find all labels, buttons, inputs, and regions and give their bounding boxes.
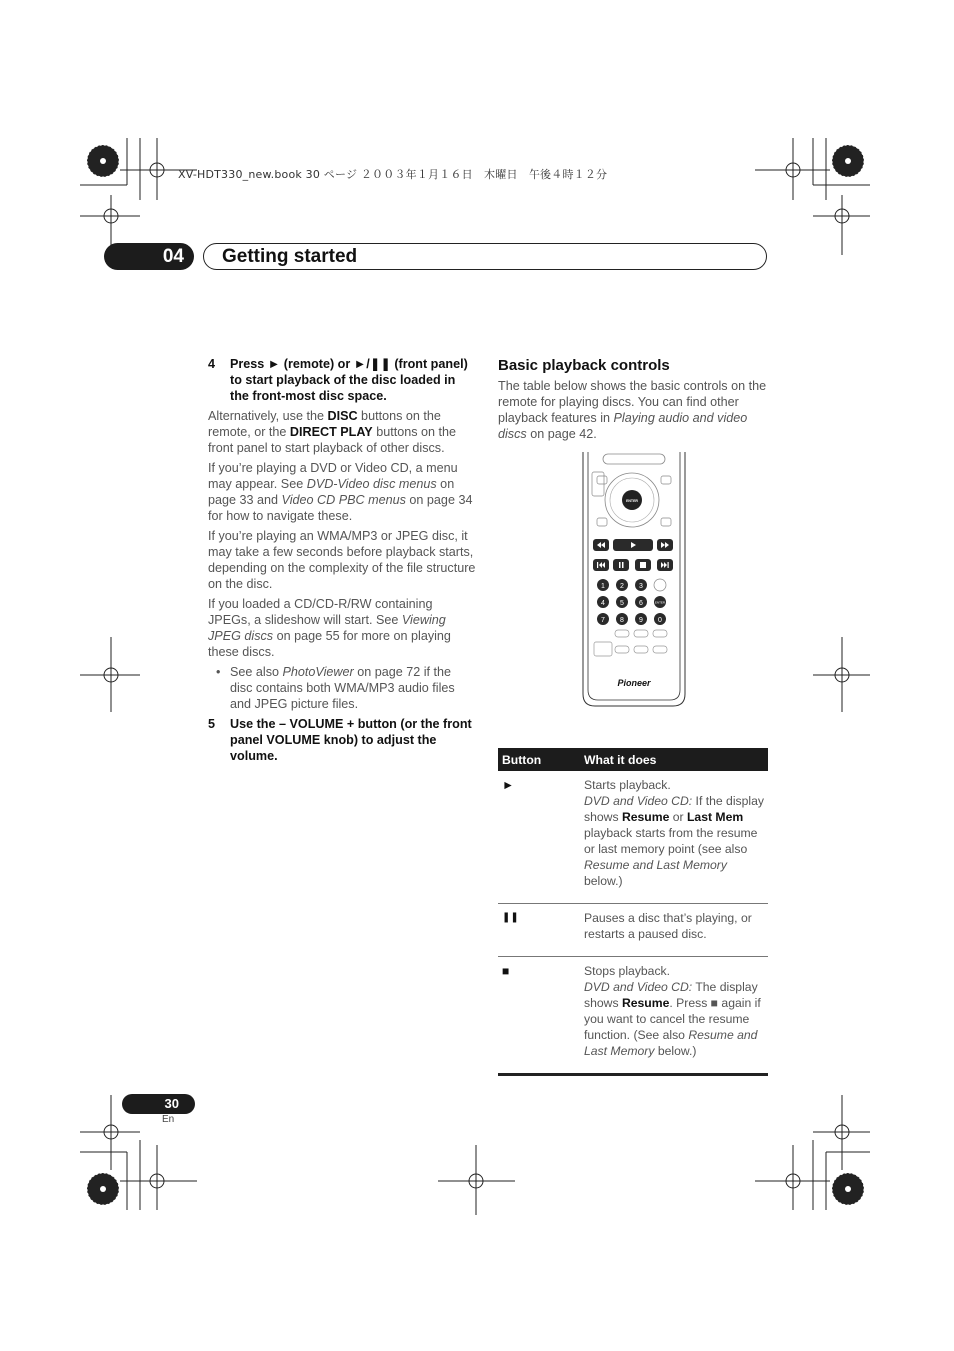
text-run: below.) — [654, 1044, 697, 1058]
table-row — [498, 957, 768, 1075]
cross-reference: PhotoViewer — [282, 665, 354, 679]
key-0: 0 — [658, 617, 662, 624]
text-run: The display shows — [584, 980, 758, 1010]
key-4: 4 — [601, 600, 605, 607]
key-1: 1 — [601, 583, 605, 590]
text-run: See also — [230, 665, 283, 679]
key-5: 5 — [620, 600, 624, 607]
text-run: or — [669, 810, 687, 824]
bullet-item — [208, 664, 476, 712]
enter-small-label: ENTER — [654, 600, 666, 605]
cross-reference: Video CD PBC menus — [281, 493, 406, 507]
chapter-title: Getting started — [222, 246, 358, 267]
step-number: 5 — [208, 717, 216, 731]
key-7: 7 — [601, 617, 605, 624]
paragraph — [208, 460, 476, 524]
text-run: Starts playback. — [584, 778, 671, 792]
section-heading: Basic playback controls — [498, 357, 670, 374]
step-4 — [208, 356, 476, 404]
text-run: on page 34 for how to navigate these. — [208, 493, 473, 523]
text-run: playback starts from the resume or last memory point (see also — [584, 826, 758, 856]
text-run: buttons on the front panel to start playback of other discs. — [208, 425, 457, 455]
cross-reference: Viewing JPEG discs — [208, 613, 446, 643]
print-info-line: XV-HDT330_new.book 30 ページ ２００３年１月１６日 木曜日 午後４時１２分 — [178, 168, 608, 181]
display-text: Last Mem — [686, 810, 744, 824]
paragraph — [208, 596, 476, 660]
row-description: Pauses a disc that’s playing, or restarts a paused disc. — [580, 904, 768, 957]
text-run: on page 33 and — [208, 477, 455, 507]
remote-control-illustration — [581, 450, 687, 708]
text-run: on page 55 for more on playing these discs. — [208, 629, 451, 659]
text-run: Alternatively, use the — [208, 409, 328, 423]
text-run: below.) — [584, 874, 623, 888]
step-number: 4 — [208, 357, 216, 371]
text-run: buttons on the remote, or the — [208, 409, 441, 439]
text-run: If the display shows — [584, 794, 764, 824]
display-text: Resume — [621, 810, 670, 824]
text-run: If you loaded a CD/CD-R/RW containing JPEGs, a slideshow will start. See — [208, 597, 433, 627]
step-text: Press ► (remote) or ►/❚❚ (front panel) to start playback of the disc loaded in the front-most disc space. — [230, 357, 468, 403]
key-8: 8 — [620, 617, 624, 624]
enter-label: ENTER — [626, 499, 638, 503]
button-name-direct-play: DIRECT PLAY — [289, 425, 373, 439]
cross-reference: Resume and Last Memory — [584, 1028, 758, 1058]
cross-reference: DVD-Video disc menus — [306, 477, 437, 491]
text-run: on page 72 if the disc contains both WMA/MP3 audio files and JPEG picture files. — [230, 665, 455, 711]
page-language: En — [162, 1114, 175, 1125]
table-row — [498, 771, 768, 904]
display-text: Resume — [621, 996, 670, 1010]
row-description — [580, 771, 768, 904]
section-intro — [498, 378, 768, 442]
column-header-what-it-does: What it does — [580, 748, 768, 771]
key-9: 9 — [639, 617, 643, 624]
left-column — [208, 356, 476, 768]
cross-reference: Playing audio and video discs — [498, 411, 748, 441]
pause-symbol: ❚❚ — [498, 904, 580, 957]
cross-reference: Resume and Last Memory — [584, 858, 727, 872]
text-run: DVD and Video CD: — [584, 794, 693, 808]
column-header-button: Button — [498, 748, 580, 771]
play-symbol: ► — [498, 771, 580, 904]
text-run: DVD and Video CD: — [584, 980, 693, 994]
key-6: 6 — [639, 600, 643, 607]
basic-controls-table — [498, 748, 768, 1076]
bullet-dot: • — [216, 665, 221, 679]
key-2: 2 — [620, 583, 624, 590]
row-description — [580, 957, 768, 1075]
text-run: The table below shows the basic controls on the remote for playing discs. You can find other playback features in — [498, 379, 767, 425]
key-3: 3 — [639, 583, 643, 590]
text-run: If you’re playing a DVD or Video CD, a menu may appear. See — [208, 461, 458, 491]
text-run: on page 42. — [526, 427, 597, 441]
step-text: Use the – VOLUME + button (or the front panel VOLUME knob) to adjust the volume. — [230, 717, 472, 763]
button-name-disc: DISC — [327, 409, 358, 423]
text-run: . Press ■ again if you want to cancel the resume function. (See also — [584, 996, 761, 1042]
table-row — [498, 904, 768, 957]
paragraph — [208, 408, 476, 456]
page-number: 30 — [122, 1094, 195, 1114]
stop-symbol: ■ — [498, 957, 580, 1075]
right-column — [498, 356, 768, 442]
step-5 — [208, 716, 476, 764]
paragraph: If you’re playing an WMA/MP3 or JPEG disc, it may take a few seconds before playback starts, depending on the complexity of the file structure on the disc. — [208, 529, 476, 591]
table-header-row — [498, 748, 768, 771]
chapter-number: 04 — [104, 243, 194, 270]
pioneer-logo: Pioneer — [617, 678, 651, 688]
text-run: Stops playback. — [584, 964, 671, 978]
